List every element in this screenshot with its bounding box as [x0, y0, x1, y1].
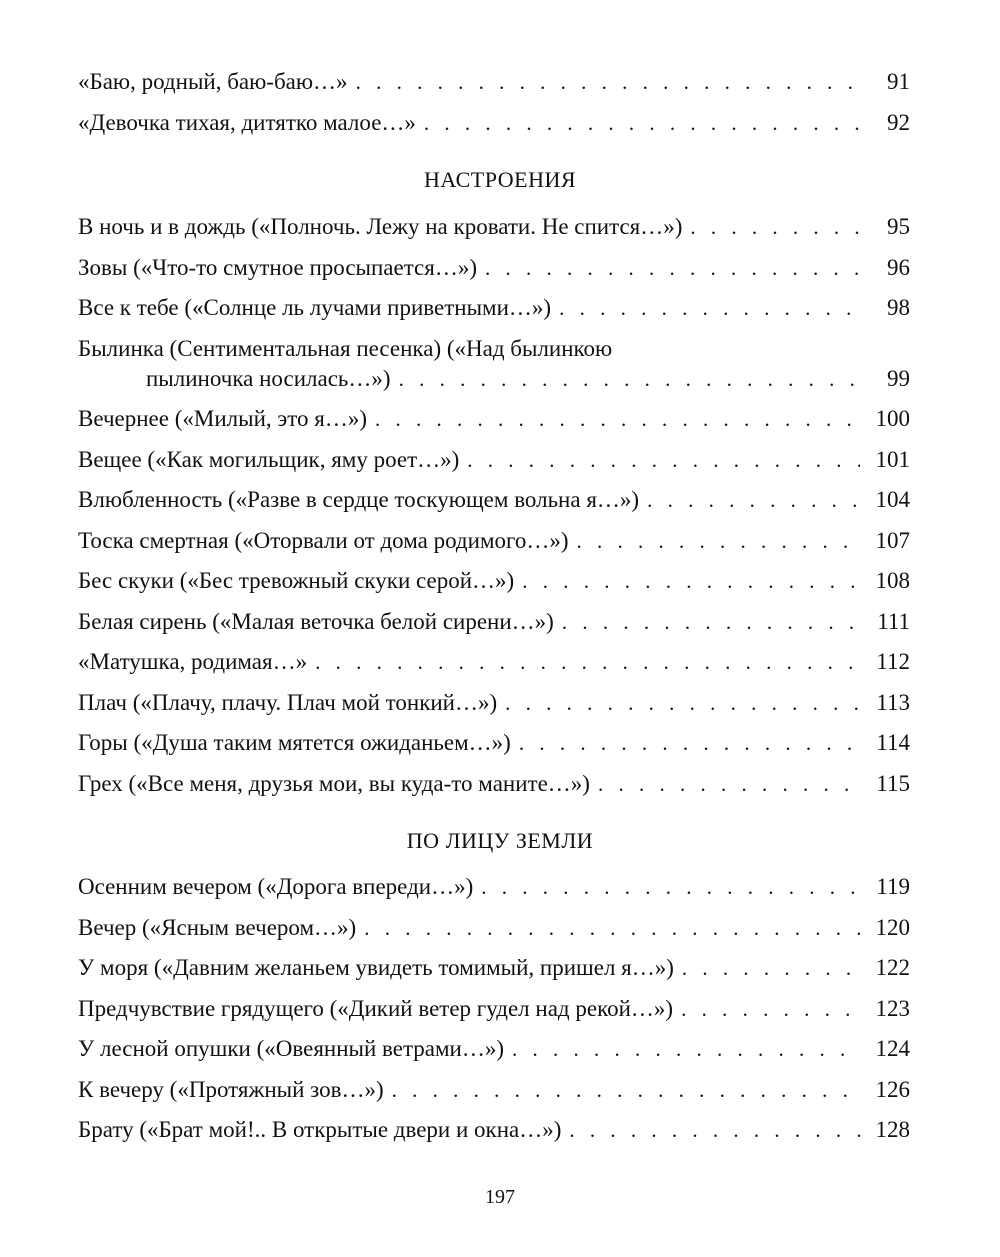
toc-entry-title: Предчувствие грядущего («Дикий ветер гудел над рекой…») — [78, 996, 674, 1021]
toc-entry-page: 111 — [877, 609, 910, 634]
toc-entry-page: 123 — [875, 996, 910, 1021]
toc-entry-title: «Баю, родный, баю-баю…» — [78, 69, 348, 94]
toc-entry-page: 126 — [875, 1077, 910, 1102]
toc-entry — [78, 65, 910, 99]
dot-leader — [569, 1113, 860, 1147]
dot-leader — [375, 402, 860, 436]
toc-entry — [78, 210, 910, 244]
toc-entry-page: 98 — [887, 295, 910, 320]
toc-entry-page: 124 — [875, 1036, 910, 1061]
toc-entry-title: пылиночка носилась…») — [146, 366, 391, 391]
toc-entry-title: У моря («Давним желаньем увидеть томимый, пришел я…») — [78, 955, 674, 980]
toc-entry-title: У лесной опушки («Овеянный ветрами…») — [78, 1036, 505, 1061]
toc-entry — [78, 106, 910, 140]
toc-entry-title: Брату («Брат мой!.. В открытые двери и окна…») — [78, 1117, 562, 1142]
dot-leader — [681, 992, 860, 1026]
toc-entry-page: 107 — [875, 528, 910, 553]
dot-leader — [364, 911, 860, 945]
toc-entry — [78, 443, 910, 477]
toc-entry — [78, 911, 910, 945]
toc-entry — [78, 483, 910, 517]
toc-entry-title: «Девочка тихая, дитятко малое…» — [78, 110, 416, 135]
toc-entry-title: Все к тебе («Солнце ль лучами приветными…») — [78, 295, 552, 320]
toc-entry — [78, 951, 910, 985]
toc-entry — [78, 726, 910, 760]
toc-entry-title: Вечер («Ясным вечером…») — [78, 915, 357, 940]
toc-entry — [78, 1073, 910, 1107]
toc-entry-title: Тоска смертная («Оторвали от дома родимого…») — [78, 528, 569, 553]
toc-entry-page: 115 — [876, 771, 910, 796]
dot-leader — [356, 65, 860, 99]
dot-leader — [647, 483, 860, 517]
section-heading: ПО ЛИЦУ ЗЕМЛИ — [406, 828, 594, 853]
toc-entry-page: 104 — [875, 487, 910, 512]
toc-entry-first-line: Былинка (Сентиментальная песенка) («Над былинкою — [78, 336, 613, 361]
dot-leader — [522, 564, 860, 598]
dot-leader — [399, 362, 860, 396]
toc-entry-title: Влюбленность («Разве в сердце тоскующем вольна я…») — [78, 487, 640, 512]
toc-entry-page: 91 — [887, 69, 910, 94]
toc-entry-page: 95 — [887, 214, 910, 239]
toc-entry — [78, 870, 910, 904]
toc-entry-title: В ночь и в дождь («Полночь. Лежу на кровати. Не спится…») — [78, 214, 683, 239]
toc-entry-page: 100 — [875, 406, 910, 431]
dot-leader — [559, 291, 860, 325]
toc-entry — [78, 686, 910, 720]
toc-entry — [78, 402, 910, 436]
dot-leader — [424, 106, 860, 140]
toc-entry-title: Плач («Плачу, плачу. Плач мой тонкий…») — [78, 690, 498, 715]
toc-entry-title: Горы («Душа таким мятется ожиданьем…») — [78, 730, 511, 755]
dot-leader — [519, 726, 860, 760]
toc-entry-page: 96 — [887, 255, 910, 280]
toc-entry-page: 101 — [875, 447, 910, 472]
page-number: 197 — [485, 1186, 515, 1208]
toc-entry — [78, 992, 910, 1026]
toc-entry — [78, 1113, 910, 1147]
toc-entry-title: Вещее («Как могильщик, яму роет…») — [78, 447, 460, 472]
toc-entry-page: 122 — [875, 955, 910, 980]
dot-leader — [682, 951, 860, 985]
toc-entry — [78, 524, 910, 558]
toc-entry-title: К вечеру («Протяжный зов…») — [78, 1077, 384, 1102]
dot-leader — [577, 524, 860, 558]
toc-entry-title: Грех («Все меня, друзья мои, вы куда-то маните…») — [78, 771, 590, 796]
toc-entry-page: 128 — [875, 1117, 910, 1142]
toc-entry — [78, 645, 910, 679]
dot-leader — [598, 767, 860, 801]
section-heading: НАСТРОЕНИЯ — [423, 167, 577, 192]
dot-leader — [315, 645, 860, 679]
toc-entry — [78, 767, 910, 801]
toc-entry — [78, 605, 910, 639]
toc-entry-title: Белая сирень («Малая веточка белой сирени…») — [78, 609, 554, 634]
toc-entry-page: 120 — [875, 915, 910, 940]
toc-entry-page: 114 — [876, 730, 910, 755]
dot-leader — [392, 1073, 860, 1107]
toc-entry-title: Бес скуки («Бес тревожный скуки серой…») — [78, 568, 515, 593]
toc-entry-page: 113 — [876, 690, 910, 715]
toc-entry-title: Зовы («Что-то смутное просыпается…») — [78, 255, 478, 280]
toc-entry-page: 108 — [875, 568, 910, 593]
toc-entry — [78, 251, 910, 285]
toc-entry — [78, 1032, 910, 1066]
dot-leader — [485, 251, 860, 285]
toc-entry — [78, 564, 910, 598]
toc-entry-page: 99 — [887, 366, 910, 391]
dot-leader — [562, 605, 860, 639]
dot-leader — [505, 686, 860, 720]
dot-leader — [467, 443, 860, 477]
toc-entry — [78, 291, 910, 325]
toc-entry-page: 92 — [887, 110, 910, 135]
toc-entry-title: Вечернее («Милый, это я…») — [78, 406, 367, 431]
toc-entry-title: «Матушка, родимая…» — [78, 649, 308, 674]
toc-entry — [146, 362, 910, 396]
toc-entry-page: 112 — [876, 649, 910, 674]
dot-leader — [690, 210, 860, 244]
toc-entry-title: Осенним вечером («Дорога впереди…») — [78, 874, 474, 899]
dot-leader — [512, 1032, 860, 1066]
dot-leader — [481, 870, 860, 904]
toc-entry-page: 119 — [876, 874, 910, 899]
